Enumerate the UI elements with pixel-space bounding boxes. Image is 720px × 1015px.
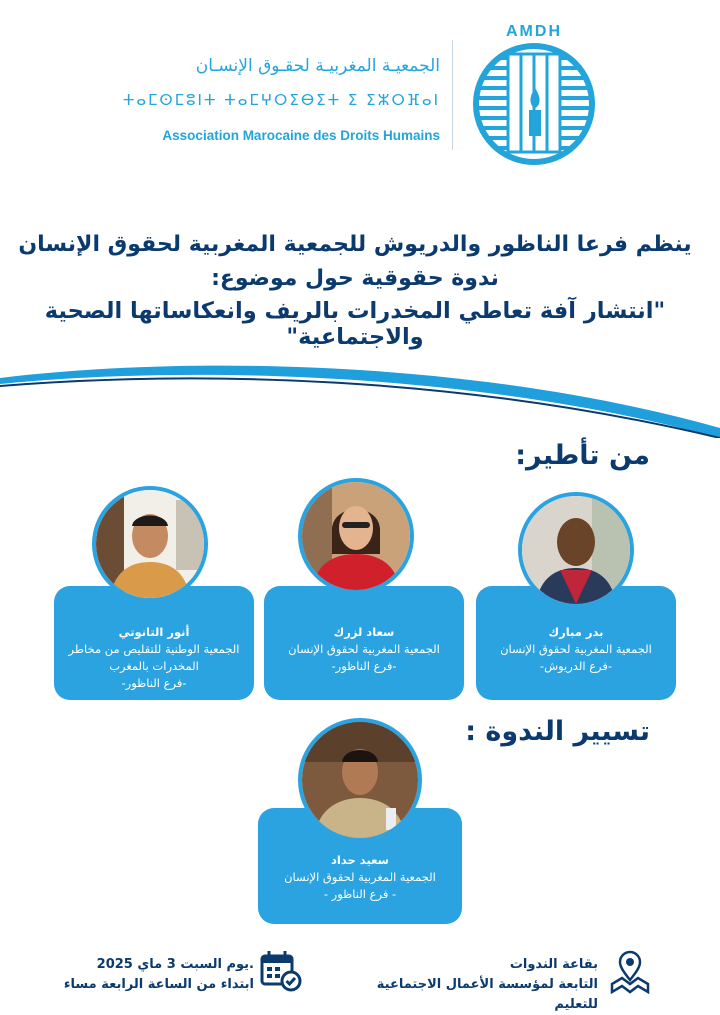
event-venue: [330, 955, 598, 1015]
speaker-card-3: [54, 586, 254, 700]
moderator-branch: - فرع الناظور -: [323, 887, 397, 901]
speaker-org: الجمعية المغربية لحقوق الإنسان: [288, 642, 440, 656]
speaker-branch: -فرع الناظور-: [121, 676, 187, 690]
moderator-name: سعيد حداد: [331, 853, 389, 867]
svg-text:AMDH: AMDH: [506, 23, 562, 40]
decorative-wave: [0, 348, 720, 438]
event-date-line: .يوم السبت 3 ماي 2025: [96, 957, 254, 972]
title-line-2: ندوة حقوقية حول موضوع:: [211, 266, 499, 291]
title-line-1: ينظم فرعا الناظور والدريوش للجمعية المغربية لحقوق الإنسان: [18, 232, 692, 257]
speaker-org: الجمعية الوطنية للتقليص من مخاطر المخدرات بالمغرب: [68, 642, 240, 673]
moderator-photo: [298, 718, 422, 842]
calendar-check-icon: [258, 948, 302, 992]
speaker-name: أنور التانوتي: [118, 625, 190, 639]
speaker-photo-1: [518, 492, 634, 608]
moderator-label: تسيير الندوة :: [465, 716, 650, 747]
map-pin-icon: [608, 950, 652, 994]
header-divider: [452, 40, 453, 150]
speaker-org: الجمعية المغربية لحقوق الإنسان: [500, 642, 652, 656]
org-name-french: Association Marocaine des Droits Humains: [162, 128, 440, 143]
speaker-photo-3: [92, 486, 208, 602]
moderator-org: الجمعية المغربية لحقوق الإنسان: [284, 870, 436, 884]
event-date: [36, 955, 254, 995]
venue-institution-line: التابعة لمؤسسة الأعمال الاجتماعية للتعليم: [376, 977, 598, 1012]
amdh-logo: [468, 18, 600, 168]
speaker-name: بدر مبارك: [548, 625, 604, 639]
title-line-3: "انتشار آفة تعاطي المخدرات بالريف وانعكاساتها الصحية والاجتماعية": [44, 298, 666, 350]
event-time-line: ابتداء من الساعة الرابعة مساء: [63, 977, 254, 992]
speaker-card-2: [264, 586, 464, 700]
speaker-photo-2: [298, 478, 414, 594]
speaker-branch: -فرع الدريوش-: [539, 659, 613, 673]
org-name-amazigh: ⵜⴰⵎⵙⵎⵓⵏⵜ ⵜⴰⵎⵖⵔⵉⴱⵉⵜ ⵉ ⵉⵣⵔⴼⴰⵏ: [122, 91, 440, 109]
speaker-name: سعاد لزرك: [333, 625, 395, 639]
speakers-label: من تأطير:: [515, 440, 650, 471]
venue-line: بقاعة الندوات: [509, 957, 598, 972]
speaker-branch: -فرع الناظور-: [331, 659, 397, 673]
org-name-arabic: الجمعيـة المغربيـة لحقـوق الإنسـان: [195, 56, 440, 76]
